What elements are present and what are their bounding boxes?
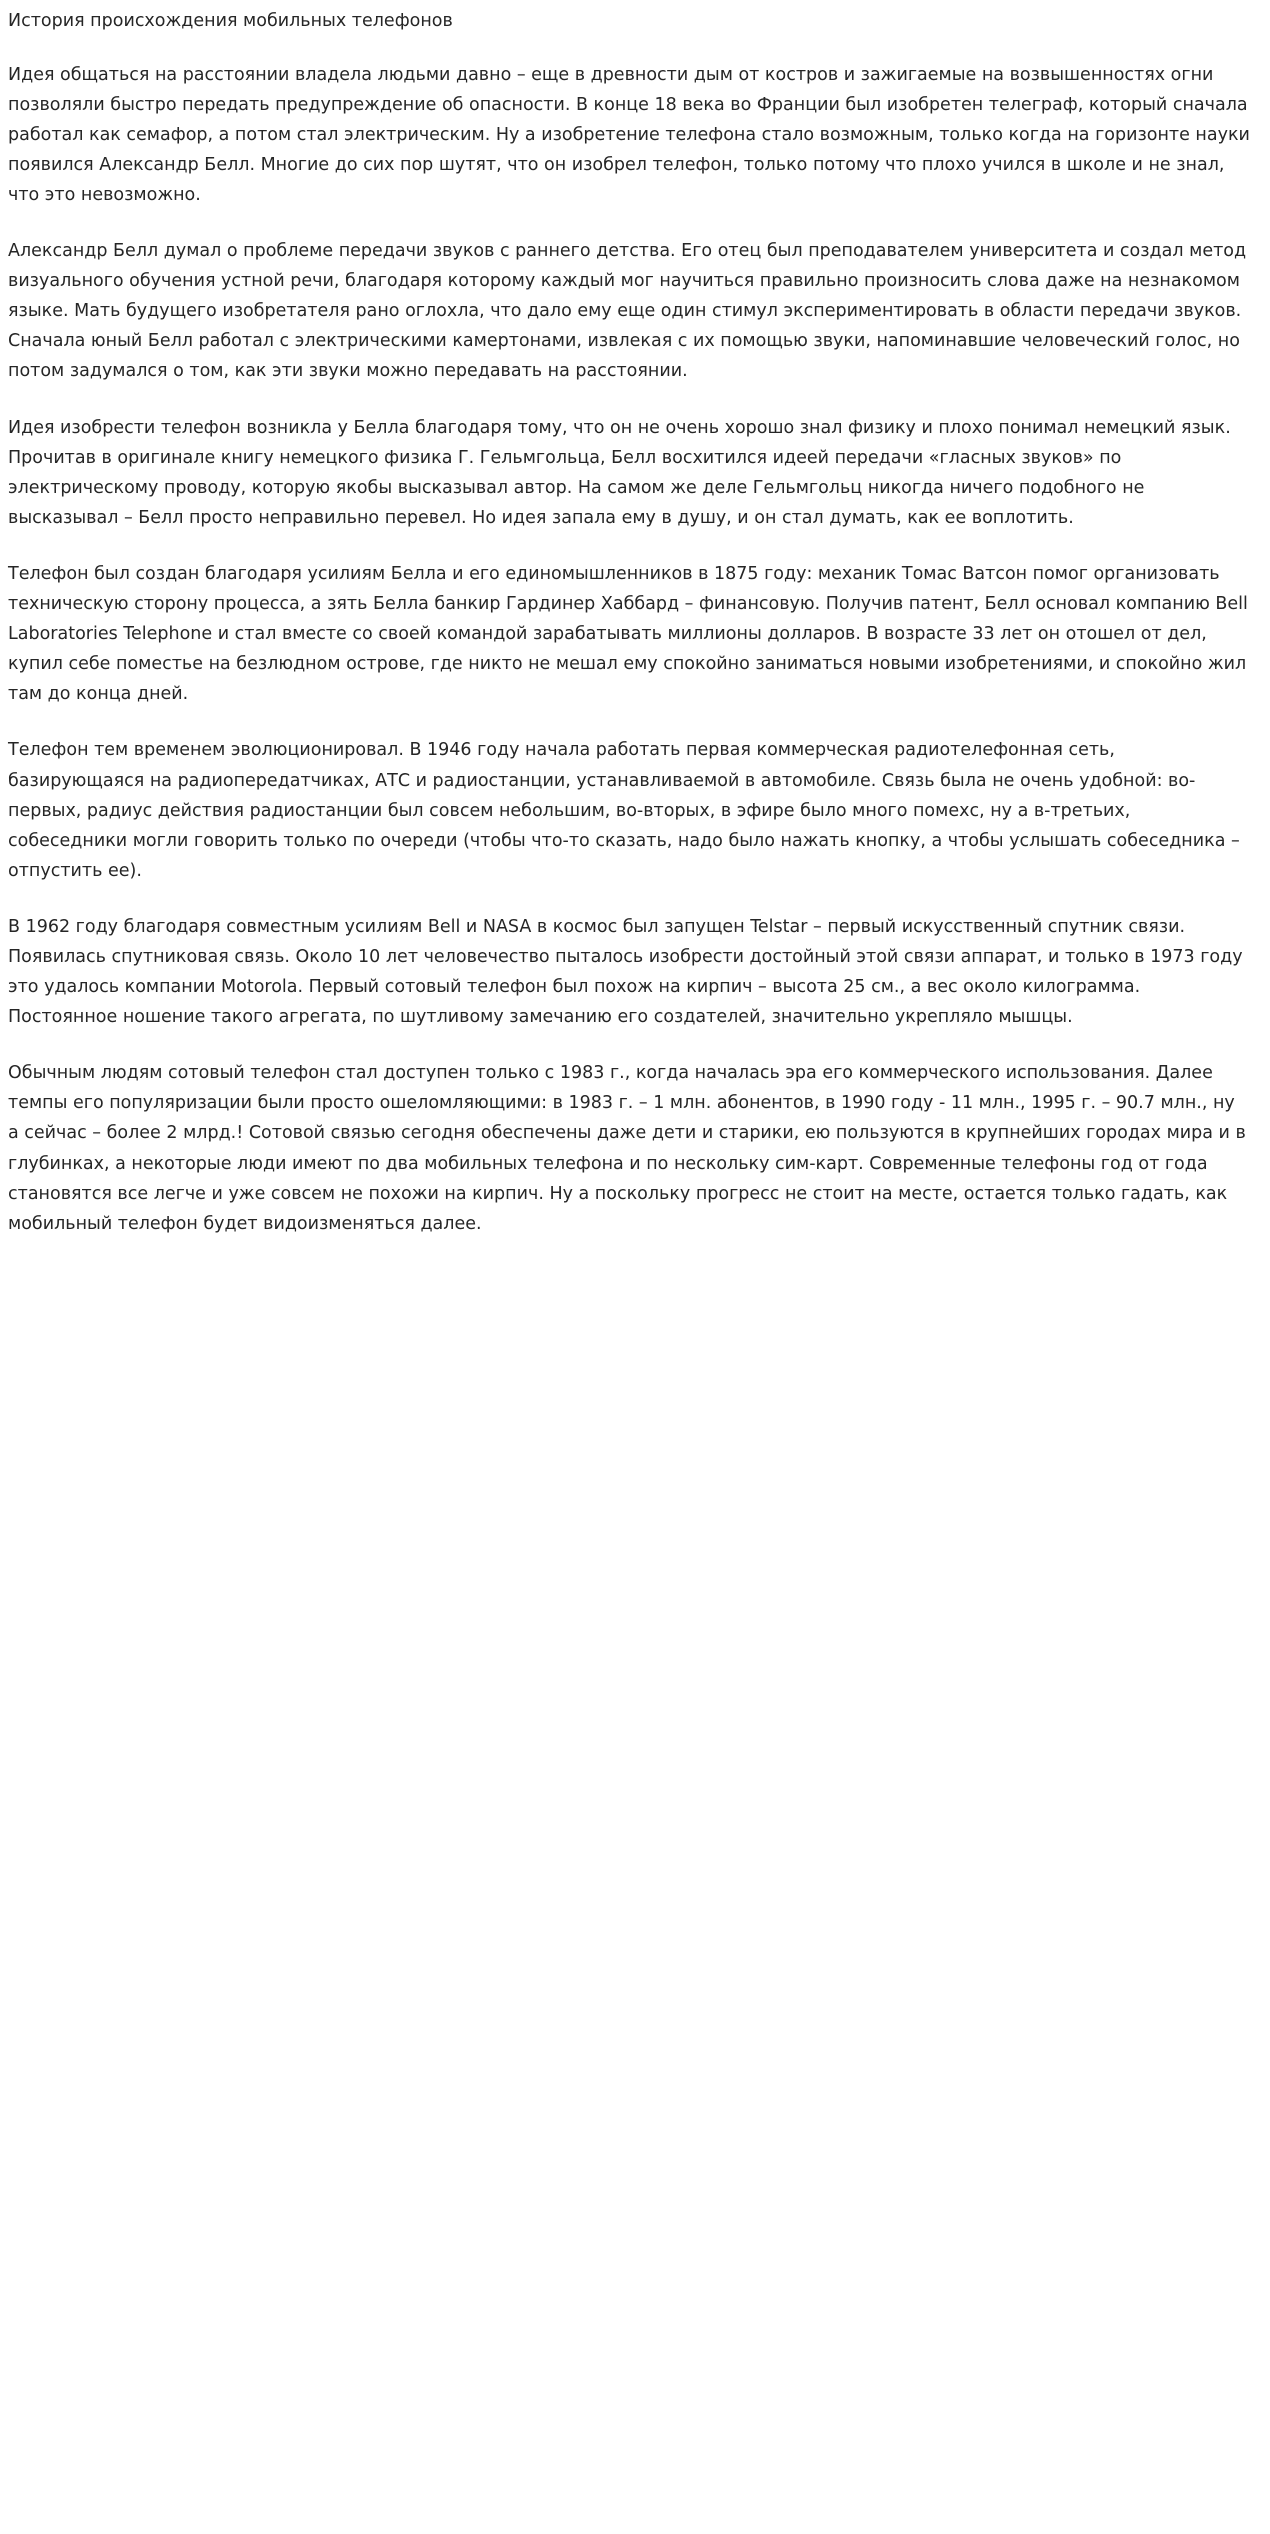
document-page xyxy=(0,0,1270,1263)
paragraph: В 1962 году благодаря совместным усилиям Bell и NASA в космос был запущен Telstar – первый искусственный спутник связи. Появилась спутниковая связь. Около 10 лет человечество пыталось изобрести достойный этой связи аппарат, и только в 1973 году это удалось компании Motorola. Первый сотовый телефон был похож на кирпич – высота 25 см., а вес около килограмма. Постоянное ношение такого агрегата, по шутливому замечанию его создателей, значительно укрепляло мышцы. xyxy=(8,916,1243,1028)
paragraph: Обычным людям сотовый телефон стал доступен только с 1983 г., когда началась эра его коммерческого использования. Далее темпы его популяризации были просто ошеломляющими: в 1983 г. – 1 млн. абонентов, в 1990 году - 11 млн., 1995 г. – 90.7 млн., ну а сейчас – более 2 млрд.! Сотовой связью сегодня обеспечены даже дети и старики, ею пользуются в крупнейших городах мира и в глубинках, а некоторые люди имеют по два мобильных телефона и по нескольку сим-карт. Современные телефоны год от года становятся все легче и уже совсем не похожи на кирпич. Ну а поскольку прогресс не стоит на месте, остается только гадать, как мобильный телефон будет видоизменяться далее. xyxy=(8,1063,1246,1234)
paragraph: Идея общаться на расстоянии владела людьми давно – еще в древности дым от костров и зажигаемые на возвышенностях огни позволяли быстро передать предупреждение об опасности. В конце 18 века во Франции был изобретен телеграф, который сначала работал как семафор, а потом стал электрическим. Ну а изобретение телефона стало возможным, только когда на горизонте науки появился Александр Белл. Многие до сих пор шутят, что он изобрел телефон, только потому что плохо учился в школе и не знал, что это невозможно. xyxy=(8,64,1250,205)
document-body xyxy=(8,60,1250,1239)
paragraph: Телефон тем временем эволюционировал. В 1946 году начала работать первая коммерческая радиотелефонная сеть, базирующаяся на радиопередатчиках, АТС и радиостанции, устанавливаемой в автомобиле. Связь была не очень удобной: во-первых, радиус действия радиостанции был совсем небольшим, во-вторых, в эфире было много помехс, ну а в-третьих, собеседники могли говорить только по очереди (чтобы что-то сказать, надо было нажать кнопку, а чтобы услышать собеседника – отпустить ее). xyxy=(8,740,1240,881)
paragraph: Идея изобрести телефон возникла у Белла благодаря тому, что он не очень хорошо знал физику и плохо понимал немецкий язык. Прочитав в оригинале книгу немецкого физика Г. Гельмгольца, Белл восхитился идеей передачи «гласных звуков» по электрическому проводу, которую якобы высказывал автор. На самом же деле Гельмгольц никогда ничего подобного не высказывал – Белл просто неправильно перевел. Но идея запала ему в душу, и он стал думать, как ее воплотить. xyxy=(8,417,1231,528)
paragraph: Александр Белл думал о проблеме передачи звуков с раннего детства. Его отец был преподавателем университета и создал метод визуального обучения устной речи, благодаря которому каждый мог научиться правильно произносить слова даже на незнакомом языке. Мать будущего изобретателя рано оглохла, что дало ему еще один стимул экспериментировать в области передачи звуков. Сначала юный Белл работал с электрическими камертонами, извлекая с их помощью звуки, напоминавшие человеческий голос, но потом задумался о том, как эти звуки можно передавать на расстоянии. xyxy=(8,241,1247,382)
page-title: История происхождения мобильных телефонов xyxy=(8,11,453,31)
paragraph: Телефон был создан благодаря усилиям Белла и его единомышленников в 1875 году: механик Томас Ватсон помог организовать техническую сторону процесса, а зять Белла банкир Гардинер Хаббард – финансовую. Получив патент, Белл основал компанию Bell Laboratories Telephone и стал вместе со своей командой зарабатывать миллионы долларов. В возрасте 33 лет он отошел от дел, купил себе поместье на безлюдном острове, где никто не мешал ему спокойно заниматься новыми изобретениями, и спокойно жил там до конца дней. xyxy=(8,563,1248,705)
